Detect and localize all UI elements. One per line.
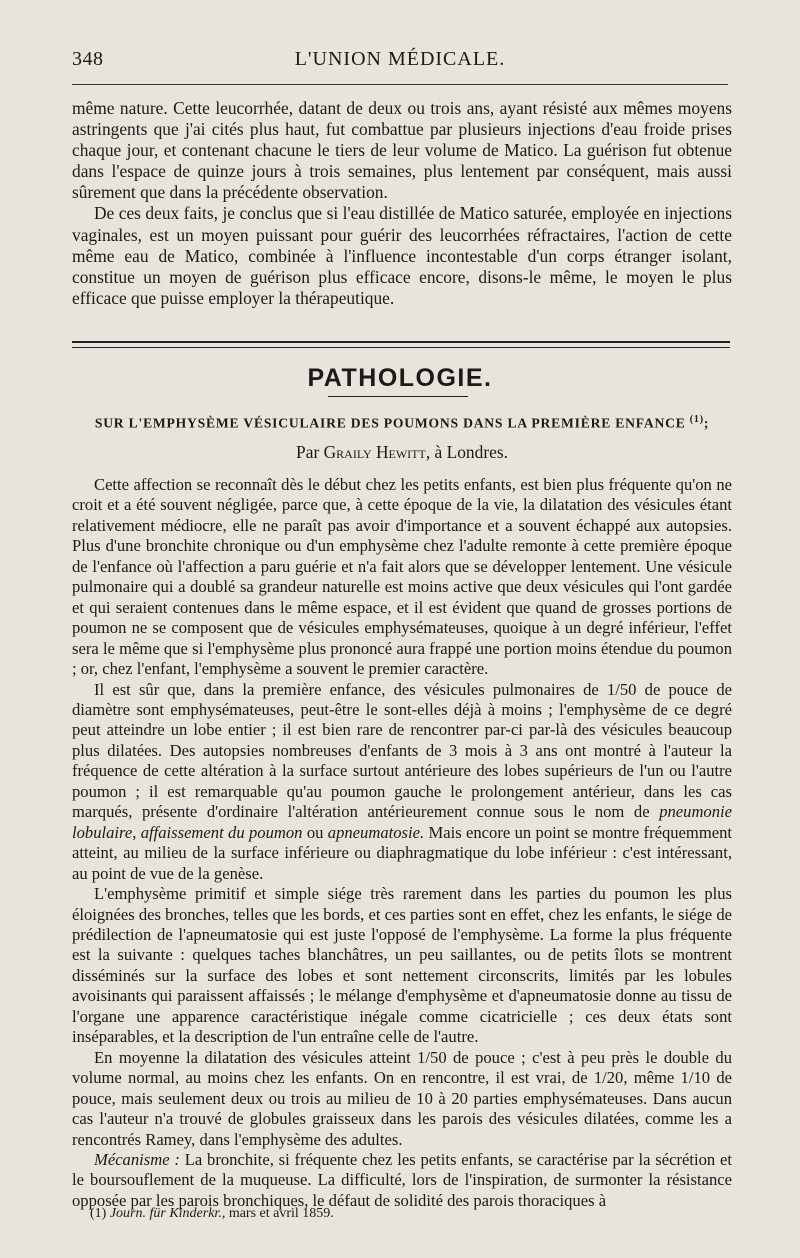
intro-text — [72, 98, 732, 309]
footnote-reference: (1) — [689, 414, 704, 425]
paragraph-label: Mécanisme : — [94, 1149, 180, 1169]
italic-term: pneumonie lobulaire, affaissement du poumon — [72, 802, 732, 842]
article-paragraph — [72, 1150, 732, 1211]
title-underline — [328, 396, 468, 397]
article-paragraph: En moyenne la dilatation des vésicules atteint 1/50 de pouce ; c'est à peu près le double du volume normal, au moins chez les enfants. On en rencontre, il est vrai, de 1/20, même 1/10 de pouce, mais seulement deux ou trois au milieu de 10 à 20 parties emphysémateuses. Dans aucun cas l'auteur n'a trouvé de globules graisseux dans les parois des vésicules dilatées, comme les a rencontrés Ramey, dans l'emphysème des adultes. — [72, 1047, 732, 1149]
article-title — [72, 414, 732, 432]
running-title: L'UNION MÉDICALE. — [294, 48, 506, 70]
paragraph-text: Il est sûr que, dans la première enfance, des vésicules pulmonaires de 1/50 de pouce de diamètre sont emphysémateuses, peut-être le sont-elles déjà à moins ; l'emphysème de ce degré peut atteindre un lobe entier ; il est bien rare de rencontrer par-ci par-là des vésicules beaucoup plus dilatées. Des autopsies nombreuses d'enfants de 3 mois à 3 ans ont montré à l'auteur la fréquence de cette altération à la surface surtout antérieure des lobes supérieurs de l'un ou l'autre poumon ; il est remarquable qu'au poumon gauche le prolongement antérieur, dans les cas marqués, présente d'ordinaire l'altération antérieurement connue sous le nom de — [72, 679, 732, 822]
footnote-date: , mars et avril 1859. — [221, 1206, 334, 1221]
article-paragraph — [72, 680, 732, 885]
italic-term: apneumatosie. — [327, 822, 425, 842]
footnote-marker: (1) — [90, 1206, 107, 1221]
footnote — [90, 1206, 334, 1222]
byline-prefix: Par — [296, 442, 320, 462]
article-title-end: ; — [703, 415, 710, 431]
byline-suffix: , à Londres. — [425, 442, 508, 462]
article-title-text: SUR L'EMPHYSÈME VÉSICULAIRE DES POUMONS DANS LA PREMIÈRE ENFANCE — [94, 415, 686, 431]
section-divider — [72, 341, 730, 348]
footnote-journal: Journ. für Kinderkr. — [109, 1206, 222, 1221]
byline-author: Graily Hewitt — [323, 442, 426, 462]
header-rule — [72, 84, 728, 85]
paragraph-text: Mais encore un point se montre fréquemment atteint, au milieu de la surface inférieure ou diaphragmatique du lobe inférieur : c'est intéressant, au point de vue de la genèse. — [72, 822, 733, 883]
intro-paragraph: même nature. Cette leucorrhée, datant de deux ou trois ans, ayant résisté aux mêmes moyens astringents que j'ai cités plus haut, fut combattue par plusieurs injections d'eau froide prises chaque jour, et contenant chacune le tiers de leur volume de Matico. La guérison fut obtenue dans l'espace de quinze jours à trois semaines, plus lentement par conséquent, mais aussi sûrement que dans la précédente observation. — [72, 98, 732, 203]
page-header — [72, 48, 728, 78]
paragraph-text: ou — [302, 822, 328, 842]
section-title: PATHOLOGIE. — [307, 364, 493, 392]
byline — [72, 442, 732, 463]
article-paragraph: L'emphysème primitif et simple siége très rarement dans les parties du poumon les plus éloignées des bronches, telles que les bords, et ces parties sont en effet, chez les enfants, le siége de prédilection de l'apneumatosie qui est juste l'opposé de l'emphysème. La forme la plus fréquente est la suivante : quelques taches blanchâtres, un peu saillantes, ou de petits îlots se montrent disséminés sur la surface des lobes et sont nettement circonscrits, limités par les lobules avoisinants qui paraissent affaissés ; le mélange d'emphysème et d'apneumatosie donne au tissu de l'organe une apparence caractéristique inégale comme cicatricielle ; ces deux états sont inséparables, et la description de l'un entraîne celle de l'autre. — [72, 884, 732, 1047]
article-paragraph: Cette affection se reconnaît dès le début chez les petits enfants, est bien plus fréquente qu'on ne croit et a été souvent négligée, parce que, à cette époque de la vie, la dilatation des vésicules étant relativement médiocre, elle ne paraît pas avoir d'importance et a souvent échappé aux autopsies. Plus d'une bronchite chronique ou d'un emphysème chez l'adulte remonte à cette première époque de l'enfance où l'affection a paru guérie et n'a fait alors que se développer lentement. Une vésicule pulmonaire qui a doublé sa grandeur naturelle est moins active que deux vésicules qui l'ont gardée et qui seraient contenues dans le même espace, et il est évident que quand de grosses portions de poumon ne se composent que de vésicules emphysémateuses, quoique à un degré inférieur, l'effet sera le même que si l'emphysème plus prononcé aura frappé une portion moins étendue du poumon ; or, chez l'enfant, l'emphysème a souvent le premier caractère. — [72, 475, 732, 679]
intro-paragraph: De ces deux faits, je conclus que si l'eau distillée de Matico saturée, employée en injections vaginales, est un moyen puissant pour guérir des leucorrhées réfractaires, l'action de cette même eau de Matico, combinée à l'influence incontestable d'un corps étranger isolant, constitue un moyen de guérison plus efficace encore, disons-le même, le moyen le plus efficace que puisse employer la thérapeutique. — [72, 203, 732, 308]
paragraph-text: La bronchite, si fréquente chez les petits enfants, se caractérise par la sécrétion et le boursouflement de la muqueuse. La difficulté, lors de l'inspiration, de surmonter la résistance opposée par les parois bronchiques, le défaut de solidité des parois thoraciques à — [72, 1149, 732, 1210]
article-body — [72, 475, 732, 1211]
page-number: 348 — [72, 48, 104, 70]
